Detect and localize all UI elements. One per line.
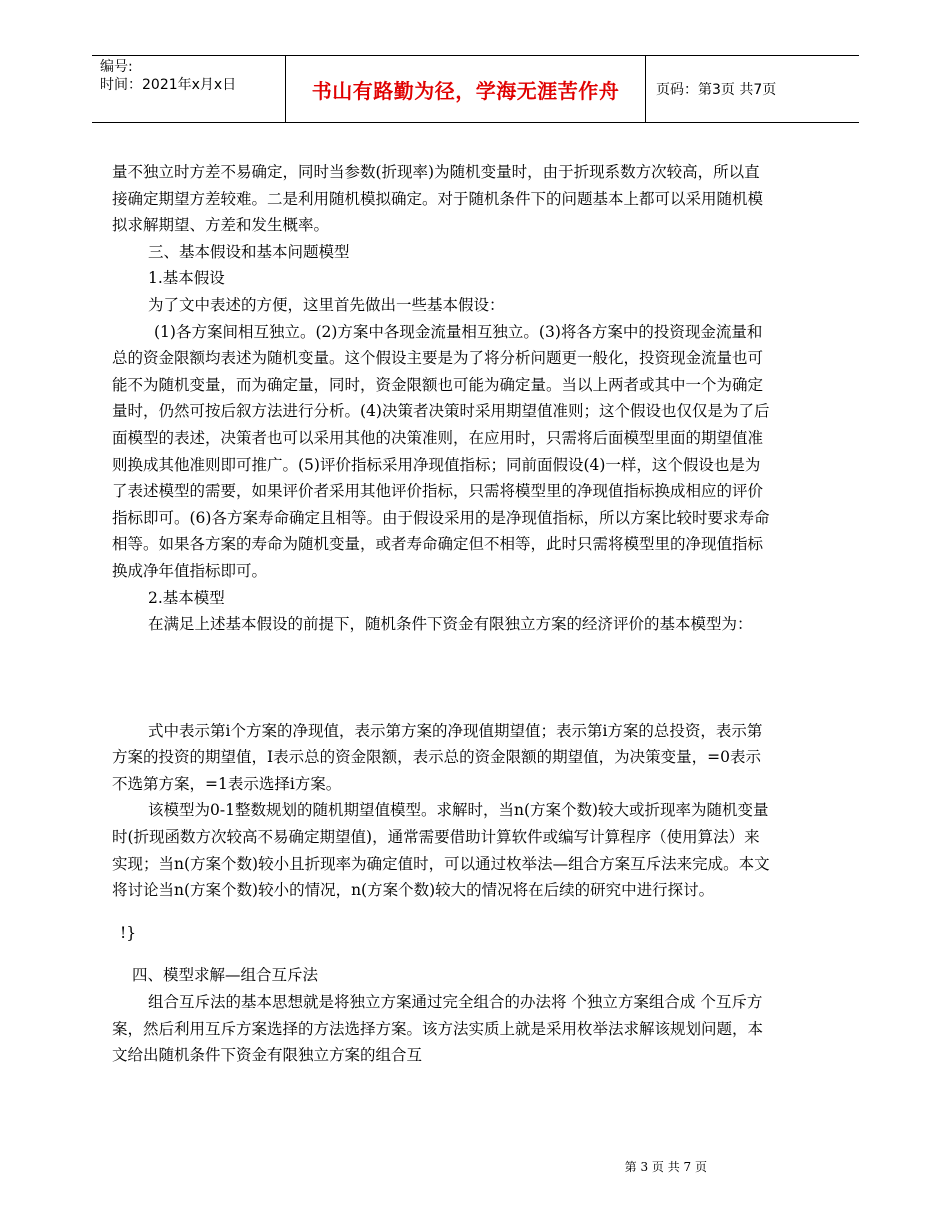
formula-placeholder bbox=[112, 638, 772, 718]
paragraph: 为了文中表述的方便，这里首先做出一些基本假设： bbox=[148, 295, 505, 314]
section-heading: 四、模型求解—组合互斥法 bbox=[132, 966, 319, 985]
doc-number-label: 编号: bbox=[100, 59, 133, 75]
subsection-heading: 2.基本模型 bbox=[148, 588, 225, 607]
footer-page-number: 第 3 页 共 7 页 bbox=[624, 1160, 707, 1174]
paragraph: (1)各方案间相互独立。(2)方案中各现金流量相互独立。(3)将各方案中的投资现金流量和总的资金限额均表述为随机变量。这个假设主要是为了将分析问题更一般化，投资现金流量也可能不为随机变量，而为确定量，同时，资金限额也可能为确定量。当以上两者或其中一个为确定量时，仍然可按后叙方法进行分析。(4)决策者决策时采用期望值准则；这个假设也仅仅是为了后面模型的表述，决策者也可以采用其他的决策准则，在应用时，只需将后面模型里面的期望值准则换成其他准则即可推广。(5)评价指标采用净现值指标；同前面假设(4)一样，这个假设也是为了表述模型的需要，如果评价者采用其他评价指标，只需将模型里的净现值指标换成相应的评价指标即可。(6)各方案寿命确定且相等。由于假设采用的是净现值指标，所以方案比较时要求寿命相等。如果各方案的寿命为随机变量，或者寿命确定但不相等，此时只需将模型里的净现值指标换成净年值指标即可。 bbox=[112, 322, 770, 580]
doc-time-label: 时间：2021年x月x日 bbox=[100, 77, 237, 93]
header-page-info: 页码：第3页 共7页 bbox=[656, 82, 777, 98]
section-heading: 三、基本假设和基本问题模型 bbox=[148, 242, 350, 261]
page-footer bbox=[0, 1158, 950, 1175]
stray-mark: !} bbox=[120, 923, 137, 942]
header-motto: 书山有路勤为径，学海无涯苦作舟 bbox=[285, 56, 646, 122]
paragraph: 该模型为0-1整数规划的随机期望值模型。求解时，当n(方案个数)较大或折现率为随机变量时(折现函数方次较高不易确定期望值)，通常需要借助计算软件或编写计算程序（使用算法）来实现；当n(方案个数)较小且折现率为确定值时，可以通过枚举法—组合方案互斥法来完成。本文将讨论当n(方案个数)较小的情况，n(方案个数)较大的情况将在后续的研究中进行探讨。 bbox=[112, 801, 770, 900]
paragraph: 量不独立时方差不易确定，同时当参数(折现率)为随机变量时，由于折现系数方次较高，所以直接确定期望方差较难。二是利用随机模拟确定。对于随机条件下的问题基本上都可以采用随机模拟求解期望、方差和发生概率。 bbox=[112, 163, 764, 235]
page-header bbox=[92, 55, 859, 123]
spacer bbox=[112, 946, 772, 962]
document-body bbox=[112, 159, 772, 1069]
header-meta bbox=[92, 56, 285, 122]
paragraph: 式中表示第i个方案的净现值，表示第方案的净现值期望值；表示第i方案的总投资，表示第方案的投资的期望值，I表示总的资金限额，表示总的资金限额的期望值，为决策变量，=0表示不选第方案，=1表示选择i方案。 bbox=[112, 721, 763, 793]
paragraph: 在满足上述基本假设的前提下，随机条件下资金有限独立方案的经济评价的基本模型为： bbox=[148, 615, 753, 634]
subsection-heading: 1.基本假设 bbox=[148, 269, 225, 288]
paragraph: 组合互斥法的基本思想就是将独立方案通过完全组合的办法将 个独立方案组合成 个互斥方案，然后利用互斥方案选择的方法选择方案。该方法实质上就是采用枚举法求解该规划问题，本文给出随机条件下资金有限独立方案的组合互 bbox=[112, 993, 764, 1065]
spacer bbox=[112, 904, 772, 920]
